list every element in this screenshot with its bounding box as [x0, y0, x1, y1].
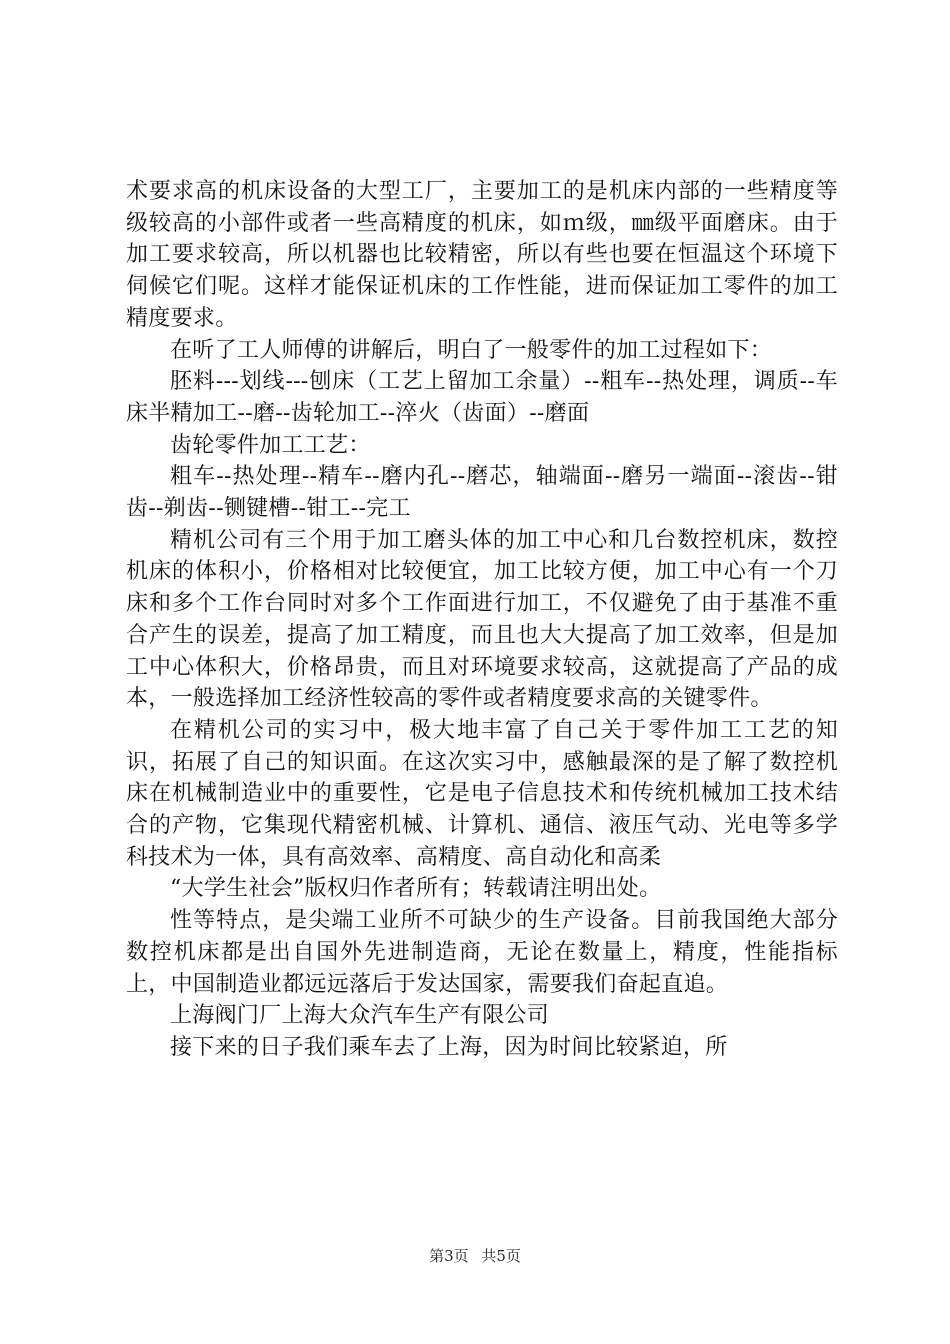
paragraph-8: “大学生社会”版权归作者所有；转载请注明出处。: [170, 876, 662, 902]
paragraph-10: 上海阀门厂上海大众汽车生产有限公司: [170, 1003, 550, 1029]
page-total: 共5页: [481, 1247, 521, 1265]
paragraph-3: 胚料---划线---刨床（工艺上留加工余量）--粗车--热处理，调质--车床半精加工--磨--齿轮加工--淬火（齿面）--磨面: [126, 369, 838, 426]
page-footer: [0, 1245, 950, 1266]
paragraph-1: 术要求高的机床设备的大型工厂，主要加工的是机床内部的一些精度等级较高的小部件或者一些高精度的机床，如ｍ级，㎜级平面磨床。由于加工要求较高，所以机器也比较精密，所以有些也要在恒温这个环境下伺候它们呢。这样才能保证机床的工作性能，进而保证加工零件的加工精度要求。: [126, 179, 838, 331]
page-number: 第3页: [429, 1247, 469, 1265]
paragraph-11: 接下来的日子我们乘车去了上海，因为时间比较紧迫，所: [170, 1034, 728, 1060]
paragraph-9: 性等特点，是尖端工业所不可缺少的生产设备。目前我国绝大部分数控机床都是出自国外先进制造商，无论在数量上，精度，性能指标上，中国制造业都远远落后于发达国家，需要我们奋起直追。: [126, 908, 838, 997]
paragraph-6: 精机公司有三个用于加工磨头体的加工中心和几台数控机床，数控机床的体积小，价格相对比较便宜，加工比较方便，加工中心有一个刀床和多个工作台同时对多个工作面进行加工，不仅避免了由于基准不重合产生的误差，提高了加工精度，而且也大大提高了加工效率，但是加工中心体积大，价格昂贵，而且对环境要求较高，这就提高了产品的成本，一般选择加工经济性较高的零件或者精度要求高的关键零件。: [126, 527, 838, 712]
paragraph-7: 在精机公司的实习中，极大地丰富了自己关于零件加工工艺的知识，拓展了自己的知识面。在这次实习中，感触最深的是了解了数控机床在机械制造业中的重要性，它是电子信息技术和传统机械加工技术结合的产物，它集现代精密机械、计算机、通信、液压气动、光电等多学科技术为一体，具有高效率、高精度、高自动化和高柔: [126, 717, 838, 870]
paragraph-2: 在听了工人师傅的讲解后，明白了一般零件的加工过程如下：: [170, 337, 773, 363]
document-body: [126, 176, 838, 1064]
paragraph-5: 粗车--热处理--精车--磨内孔--磨芯，轴端面--磨另一端面--滚齿--钳齿--剃齿--铡键槽--钳工--完工: [126, 464, 838, 522]
paragraph-4: 齿轮零件加工工艺：: [170, 432, 371, 458]
